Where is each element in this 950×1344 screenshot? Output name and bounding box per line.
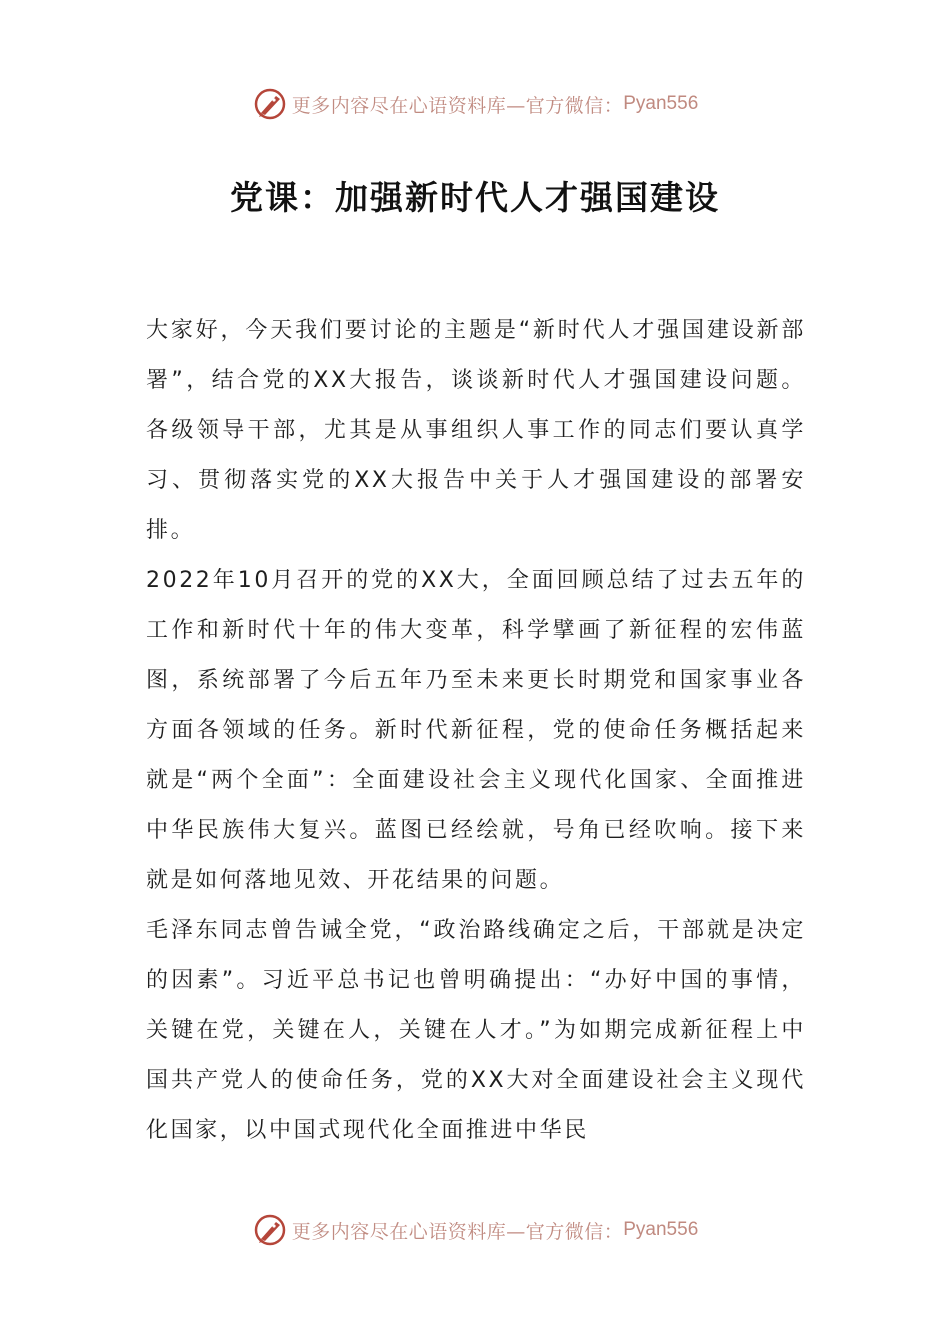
banner-text: 更多内容尽在心语资料库—官方微信： [291,1220,624,1243]
banner-text: 更多内容尽在心语资料库—官方微信： [291,94,624,117]
document-title: 党课：加强新时代人才强国建设 [230,178,720,217]
footer-banner [0,1210,950,1250]
document-body [146,306,806,1156]
pen-nib-logo-icon [252,1212,288,1248]
paragraph: 2022年10月召开的党的XX大，全面回顾总结了过去五年的工作和新时代十年的伟大变革，科学擘画了新征程的宏伟蓝图，系统部署了今后五年乃至未来更长时期党和国家事业各方面各领域的任务。新时代新征程，党的使命任务概括起来就是“两个全面”：全面建设社会主义现代化国家、全面推进中华民族伟大复兴。蓝图已经绘就，号角已经吹响。接下来就是如何落地见效、开花结果的问题。 [146,568,806,893]
paragraph: 毛泽东同志曾告诫全党，“政治路线确定之后，干部就是决定的因素”。习近平总书记也曾明确提出：“办好中国的事情，关键在党，关键在人，关键在人才。”为如期完成新征程上中国共产党人的使命任务，党的XX大对全面建设社会主义现代化国家，以中国式现代化全面推进中华民 [146,918,806,1143]
wechat-id: Pyan556 [623,1219,699,1240]
pen-nib-logo-icon [252,86,288,122]
paragraph: 大家好，今天我们要讨论的主题是“新时代人才强国建设新部署”，结合党的XX大报告，谈谈新时代人才强国建设问题。各级领导干部，尤其是从事组织人事工作的同志们要认真学习、贯彻落实党的XX大报告中关于人才强国建设的部署安排。 [146,318,806,543]
header-banner [0,84,950,124]
wechat-id: Pyan556 [623,93,699,114]
